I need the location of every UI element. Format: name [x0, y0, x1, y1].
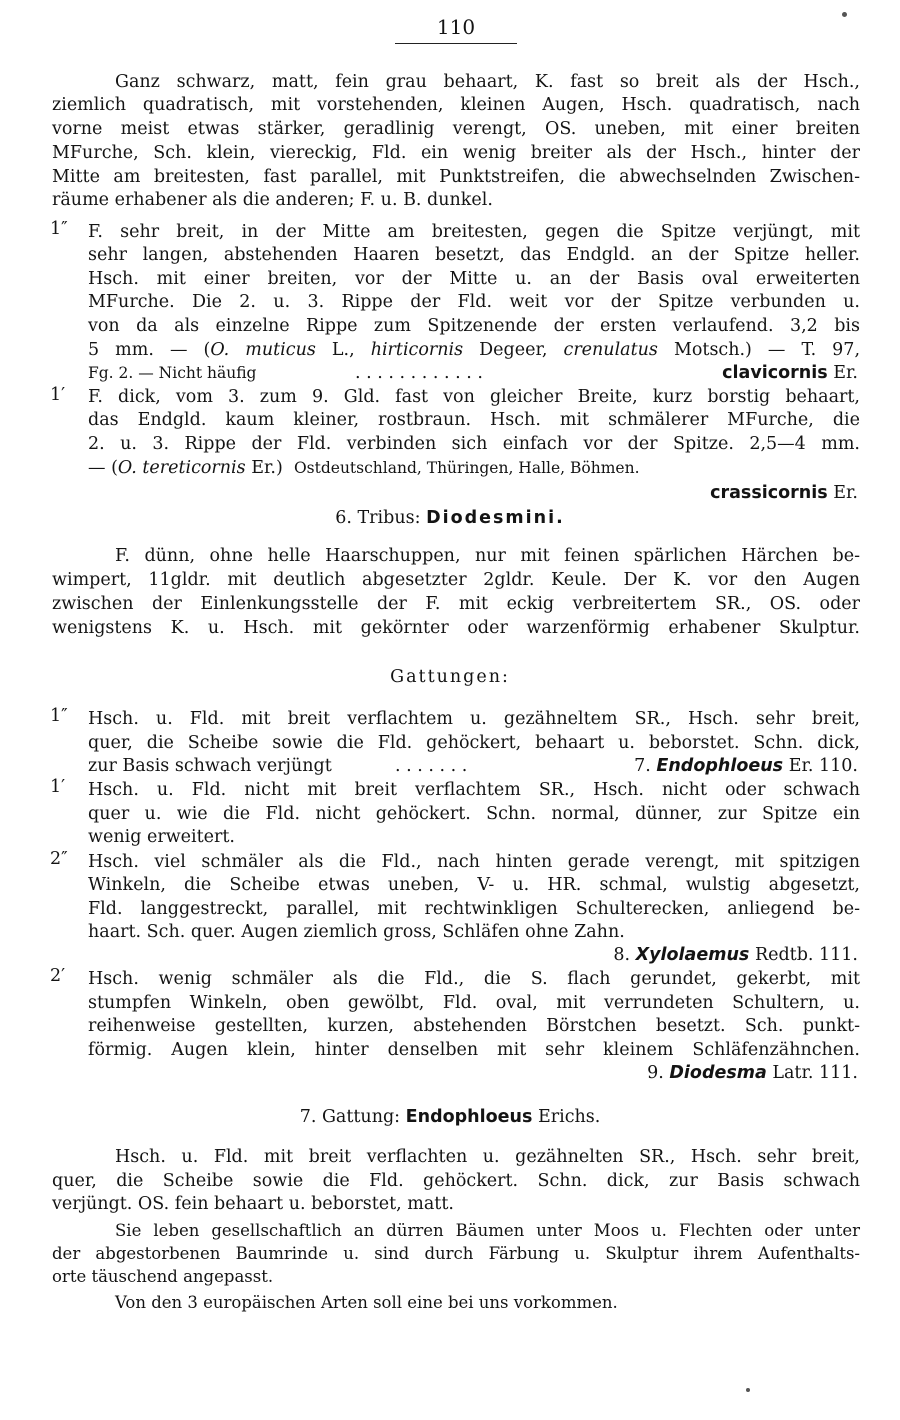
genus-name — [613, 944, 858, 966]
scan-speck — [746, 1388, 750, 1392]
key-number: 1′ — [50, 385, 66, 405]
key-number: 1″ — [50, 219, 68, 239]
key-number: 1′ — [50, 777, 66, 797]
species-name — [710, 482, 858, 504]
gattung-name: Endophloeus — [405, 1107, 533, 1127]
distribution: Ostdeutschland, Thüringen, Halle, Böhmen. — [293, 459, 640, 477]
key-line: sehr langen, abstehenden Haaren besetzt, das Endgld. an der Spitze heller. — [88, 245, 860, 265]
author: Er. — [833, 483, 858, 503]
species-name-text: crassicornis — [710, 483, 828, 503]
key-line: Hsch. mit einer breiten, vor der Mitte u. an der Basis oval erweiterten — [88, 269, 860, 289]
tribus-desc-line: wenigstens K. u. Hsch. mit gekörnter oder warzenförmig erhabener Skulptur. — [52, 618, 860, 638]
intro-line: MFurche, Sch. klein, viereckig, Fld. ein wenig breiter als der Hsch., hinter der — [52, 143, 860, 163]
key-number: 2′ — [50, 966, 66, 986]
genus-ref: Redtb. 111. — [754, 945, 858, 965]
intro-line: räume erhabener als die anderen; F. u. B. dunkel. — [52, 190, 493, 210]
text: Degeer, — [463, 340, 564, 360]
tribus-desc-line: wimpert, 11gldr. mit deutlich abgesetzter 2gldr. Keule. Der K. vor den Augen — [52, 570, 860, 590]
gattung-label: 7. Gattung: — [299, 1107, 401, 1127]
key-line: zur Basis schwach verjüngt — [88, 756, 332, 776]
intro-line: ziemlich quadratisch, mit vorstehenden, kleinen Augen, Hsch. quadratisch, nach — [52, 95, 860, 115]
gattung-desc-line: Hsch. u. Fld. mit breit verflachten u. gezähnelten SR., Hsch. sehr breit, — [115, 1147, 860, 1167]
key-line: das Endgld. kaum kleiner, rostbraun. Hsch. mit schmälerer MFurche, die — [88, 410, 860, 430]
key-line: Hsch. u. Fld. mit breit verflachtem u. gezähneltem SR., Hsch. sehr breit, — [88, 709, 860, 729]
leader-dots: . . . . . . . — [395, 756, 468, 776]
key-line: von da als einzelne Rippe zum Spitzenende der ersten verlaufend. 3,2 bis — [88, 316, 860, 336]
key-line: wenig erweitert. — [88, 827, 235, 847]
key-line: MFurche. Die 2. u. 3. Rippe der Fld. weit vor der Spitze verbunden u. — [88, 292, 860, 312]
key-line: Hsch. u. Fld. nicht mit breit verflachtem SR., Hsch. nicht oder schwach — [88, 780, 860, 800]
key-line: stumpfen Winkeln, oben gewölbt, Fld. oval, mit verrundeten Schultern, u. — [88, 993, 860, 1013]
genus-name-text: Endophloeus — [656, 756, 784, 776]
tribus-name: Diodesmini. — [426, 508, 565, 528]
synonym: O. tereticornis — [117, 458, 246, 478]
genus-name — [634, 755, 858, 777]
key-line — [88, 457, 640, 479]
tribus-desc-line: zwischen der Einlenkungsstelle der F. mit eckig verbreitertem SR., OS. oder — [52, 594, 860, 614]
genus-name — [647, 1062, 858, 1084]
intro-line: vorne meist etwas stärker, geradlinig verengt, OS. uneben, mit einer breiten — [52, 119, 860, 139]
synonym: hirticornis — [370, 340, 464, 360]
key-number: 1″ — [50, 706, 68, 726]
scan-speck — [842, 12, 847, 17]
page-number: 110 — [436, 15, 476, 39]
key-line: F. sehr breit, in der Mitte am breitesten, gegen die Spitze verjüngt, mit — [88, 222, 860, 242]
biology-line: Sie leben gesellschaftlich an dürren Bäumen unter Moos u. Flechten oder unter — [115, 1221, 860, 1240]
tribus-desc-line: F. dünn, ohne helle Haarschuppen, nur mit feinen spärlichen Härchen be- — [115, 546, 860, 566]
genus-name-text: Xylolaemus — [635, 945, 750, 965]
gattung-heading — [0, 1106, 900, 1128]
key-number: 2″ — [50, 849, 68, 869]
intro-line: Ganz schwarz, matt, fein grau behaart, K. fast so breit als der Hsch., — [115, 72, 860, 92]
text: Fg. 2. — Nicht häufig — [88, 364, 257, 382]
author: Er. — [833, 363, 858, 383]
key-line: quer, die Scheibe sowie die Fld. gehöckert, behaart u. beborstet. Schn. dick, — [88, 733, 860, 753]
text: — ( — [88, 458, 118, 478]
biology-line: der abgestorbenen Baumrinde u. sind durch Färbung u. Skulptur ihrem Aufenthalts- — [52, 1244, 860, 1263]
key-line: 2. u. 3. Rippe der Fld. verbinden sich einfach vor der Spitze. 2,5—4 mm. — [88, 434, 860, 454]
text: Motsch.) — T. 97, — [657, 340, 861, 360]
key-line: quer u. wie die Fld. nicht gehöckert. Schn. normal, dünner, zur Spitze ein — [88, 804, 860, 824]
gattung-author: Erichs. — [537, 1107, 601, 1127]
closing-line: Von den 3 europäischen Arten soll eine bei uns vorkommen. — [115, 1293, 618, 1312]
genus-ref: Latr. 111. — [772, 1063, 858, 1083]
genus-ref: Er. 110. — [788, 756, 858, 776]
species-name — [722, 362, 858, 384]
genus-number: 9. — [647, 1063, 664, 1083]
synonym: crenulatus — [563, 340, 658, 360]
key-line: förmig. Augen klein, hinter denselben mit sehr kleinem Schläfenzähnchen. — [88, 1040, 860, 1060]
genus-number: 8. — [613, 945, 631, 965]
species-name-text: clavicornis — [722, 363, 828, 383]
key-line: Winkeln, die Scheibe etwas uneben, V- u. HR. schmal, wulstig abgesetzt, — [88, 875, 860, 895]
gattungen-heading: Gattungen: — [390, 667, 510, 687]
key-line — [88, 339, 860, 361]
key-line: Hsch. wenig schmäler als die Fld., die S. flach gerundet, gekerbt, mit — [88, 969, 860, 989]
key-line: reihenweise gestellten, kurzen, abstehenden Börstchen besetzt. Sch. punkt- — [88, 1016, 860, 1036]
key-line: Hsch. viel schmäler als die Fld., nach hinten gerade verengt, mit spitzigen — [88, 852, 860, 872]
tribus-heading — [0, 507, 900, 529]
text: 5 mm. — ( — [88, 340, 211, 360]
key-line: Fld. langgestreckt, parallel, mit rechtwinkligen Schulterecken, anliegend be- — [88, 899, 860, 919]
header-rule — [395, 43, 517, 44]
gattung-desc-line: verjüngt. OS. fein behaart u. beborstet, matt. — [52, 1194, 454, 1214]
tribus-label: 6. Tribus: — [335, 508, 421, 528]
key-line: F. dick, vom 3. zum 9. Gld. fast von gleicher Breite, kurz borstig behaart, — [88, 387, 860, 407]
text: L., — [315, 340, 371, 360]
biology-line: orte täuschend angepasst. — [52, 1267, 274, 1286]
genus-name-text: Diodesma — [669, 1063, 767, 1083]
synonym: O. muticus — [210, 340, 316, 360]
genus-number: 7. — [634, 756, 651, 776]
key-line — [88, 362, 256, 384]
intro-line: Mitte am breitesten, fast parallel, mit Punktstreifen, die abwechselnden Zwischen- — [52, 167, 860, 187]
leader-dots: . . . . . . . . . . . . — [355, 363, 483, 383]
gattung-desc-line: quer, die Scheibe sowie die Fld. gehöckert. Schn. dick, zur Basis schwach — [52, 1171, 860, 1191]
text: Er.) — [245, 458, 283, 478]
key-line: haart. Sch. quer. Augen ziemlich gross, Schläfen ohne Zahn. — [88, 922, 625, 942]
